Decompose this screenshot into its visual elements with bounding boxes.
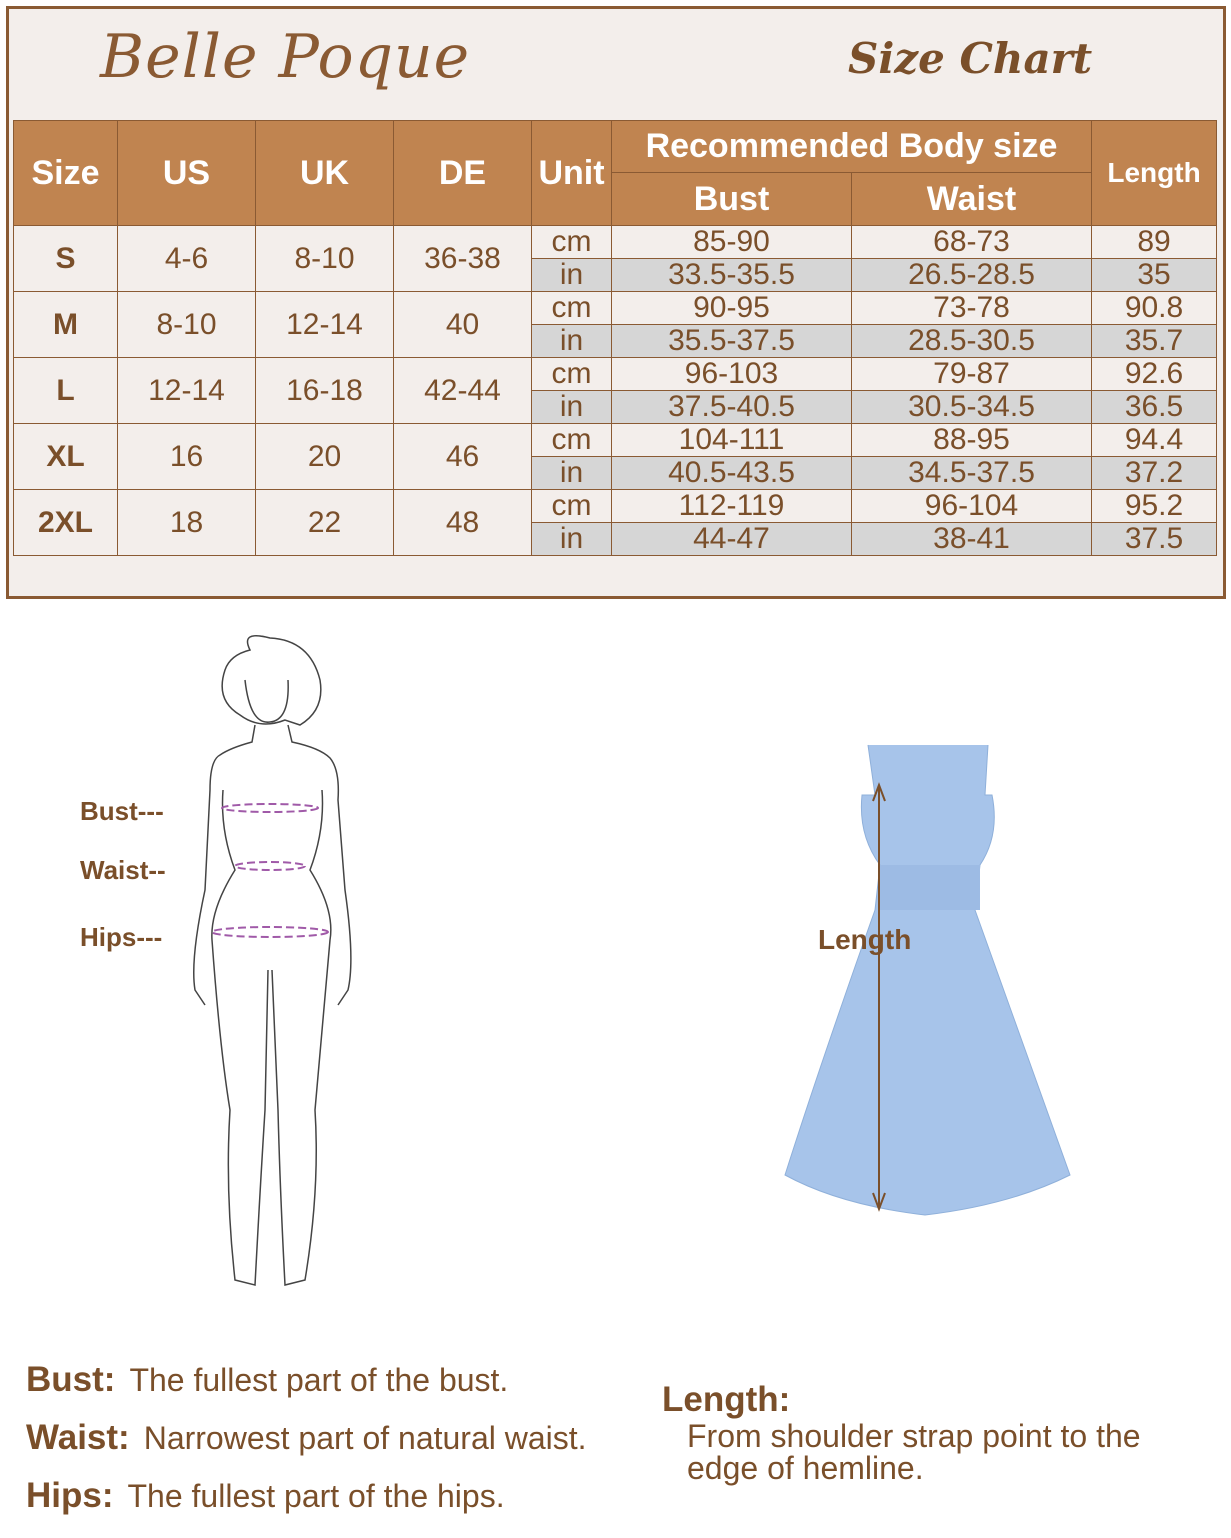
table-row bbox=[14, 226, 1217, 259]
cell-us: 16 bbox=[118, 424, 256, 490]
cell-waist: 26.5-28.5 bbox=[852, 259, 1092, 292]
cell-unit: in bbox=[532, 325, 612, 358]
header-bust: Bust bbox=[612, 173, 852, 226]
cell-size: S bbox=[14, 226, 118, 292]
cell-unit: cm bbox=[532, 358, 612, 391]
cell-length: 95.2 bbox=[1092, 490, 1217, 523]
cell-length: 92.6 bbox=[1092, 358, 1217, 391]
cell-length: 90.8 bbox=[1092, 292, 1217, 325]
cell-waist: 30.5-34.5 bbox=[852, 391, 1092, 424]
cell-de: 40 bbox=[394, 292, 532, 358]
cell-uk: 22 bbox=[256, 490, 394, 556]
cell-bust: 112-119 bbox=[612, 490, 852, 523]
cell-de: 36-38 bbox=[394, 226, 532, 292]
header-size: Size bbox=[14, 121, 118, 226]
cell-size: 2XL bbox=[14, 490, 118, 556]
cell-length: 35.7 bbox=[1092, 325, 1217, 358]
cell-length: 89 bbox=[1092, 226, 1217, 259]
cell-waist: 34.5-37.5 bbox=[852, 457, 1092, 490]
cell-length: 37.2 bbox=[1092, 457, 1217, 490]
cell-bust: 33.5-35.5 bbox=[612, 259, 852, 292]
text-length: From shoulder strap point to the edge of hemline. bbox=[687, 1418, 1141, 1486]
cell-uk: 8-10 bbox=[256, 226, 394, 292]
cell-waist: 88-95 bbox=[852, 424, 1092, 457]
cell-bust: 35.5-37.5 bbox=[612, 325, 852, 358]
cell-length: 37.5 bbox=[1092, 523, 1217, 556]
cell-waist: 79-87 bbox=[852, 358, 1092, 391]
text-waist: Narrowest part of natural waist. bbox=[143, 1420, 587, 1456]
cell-de: 46 bbox=[394, 424, 532, 490]
cell-bust: 104-111 bbox=[612, 424, 852, 457]
cell-bust: 37.5-40.5 bbox=[612, 391, 852, 424]
description-waist bbox=[26, 1418, 587, 1458]
cell-waist: 68-73 bbox=[852, 226, 1092, 259]
page-title: Size Chart bbox=[848, 34, 1093, 83]
cell-waist: 96-104 bbox=[852, 490, 1092, 523]
header-unit: Unit bbox=[532, 121, 612, 226]
cell-unit: cm bbox=[532, 424, 612, 457]
cell-bust: 44-47 bbox=[612, 523, 852, 556]
header-de: DE bbox=[394, 121, 532, 226]
cell-us: 4-6 bbox=[118, 226, 256, 292]
description-hips bbox=[26, 1476, 505, 1516]
cell-size: L bbox=[14, 358, 118, 424]
term-length: Length: bbox=[662, 1380, 791, 1419]
header-us: US bbox=[118, 121, 256, 226]
header-length: Length bbox=[1092, 121, 1217, 226]
cell-uk: 20 bbox=[256, 424, 394, 490]
figure-label-hips: Hips--- bbox=[80, 922, 163, 952]
cell-us: 12-14 bbox=[118, 358, 256, 424]
brand-logo: Belle Poque bbox=[100, 22, 471, 92]
cell-unit: cm bbox=[532, 490, 612, 523]
cell-bust: 90-95 bbox=[612, 292, 852, 325]
figure-label-length: Length bbox=[818, 924, 912, 955]
table-row bbox=[14, 490, 1217, 523]
figure-label-waist: Waist-- bbox=[80, 855, 166, 885]
cell-de: 42-44 bbox=[394, 358, 532, 424]
text-bust: The fullest part of the bust. bbox=[129, 1362, 509, 1398]
body-figure-illustration bbox=[180, 630, 370, 1300]
description-length bbox=[662, 1380, 1182, 1484]
cell-bust: 40.5-43.5 bbox=[612, 457, 852, 490]
cell-us: 8-10 bbox=[118, 292, 256, 358]
cell-waist: 73-78 bbox=[852, 292, 1092, 325]
text-hips: The fullest part of the hips. bbox=[127, 1478, 505, 1514]
cell-us: 18 bbox=[118, 490, 256, 556]
cell-bust: 96-103 bbox=[612, 358, 852, 391]
cell-bust: 85-90 bbox=[612, 226, 852, 259]
cell-unit: cm bbox=[532, 226, 612, 259]
cell-unit: cm bbox=[532, 292, 612, 325]
cell-waist: 28.5-30.5 bbox=[852, 325, 1092, 358]
cell-unit: in bbox=[532, 391, 612, 424]
cell-unit: in bbox=[532, 523, 612, 556]
header-waist: Waist bbox=[852, 173, 1092, 226]
table-row bbox=[14, 424, 1217, 457]
header-uk: UK bbox=[256, 121, 394, 226]
table-row bbox=[14, 358, 1217, 391]
table-row bbox=[14, 292, 1217, 325]
cell-length: 94.4 bbox=[1092, 424, 1217, 457]
dress-illustration bbox=[780, 735, 1080, 1225]
cell-uk: 12-14 bbox=[256, 292, 394, 358]
cell-waist: 38-41 bbox=[852, 523, 1092, 556]
cell-uk: 16-18 bbox=[256, 358, 394, 424]
figure-label-bust: Bust--- bbox=[80, 796, 164, 826]
cell-size: M bbox=[14, 292, 118, 358]
term-bust: Bust: bbox=[26, 1360, 116, 1399]
cell-length: 36.5 bbox=[1092, 391, 1217, 424]
cell-size: XL bbox=[14, 424, 118, 490]
size-table bbox=[13, 120, 1217, 556]
term-hips: Hips: bbox=[26, 1476, 114, 1515]
cell-length: 35 bbox=[1092, 259, 1217, 292]
term-waist: Waist: bbox=[26, 1418, 130, 1457]
header-recommended: Recommended Body size bbox=[612, 121, 1092, 173]
description-bust bbox=[26, 1360, 508, 1400]
cell-unit: in bbox=[532, 457, 612, 490]
cell-de: 48 bbox=[394, 490, 532, 556]
cell-unit: in bbox=[532, 259, 612, 292]
